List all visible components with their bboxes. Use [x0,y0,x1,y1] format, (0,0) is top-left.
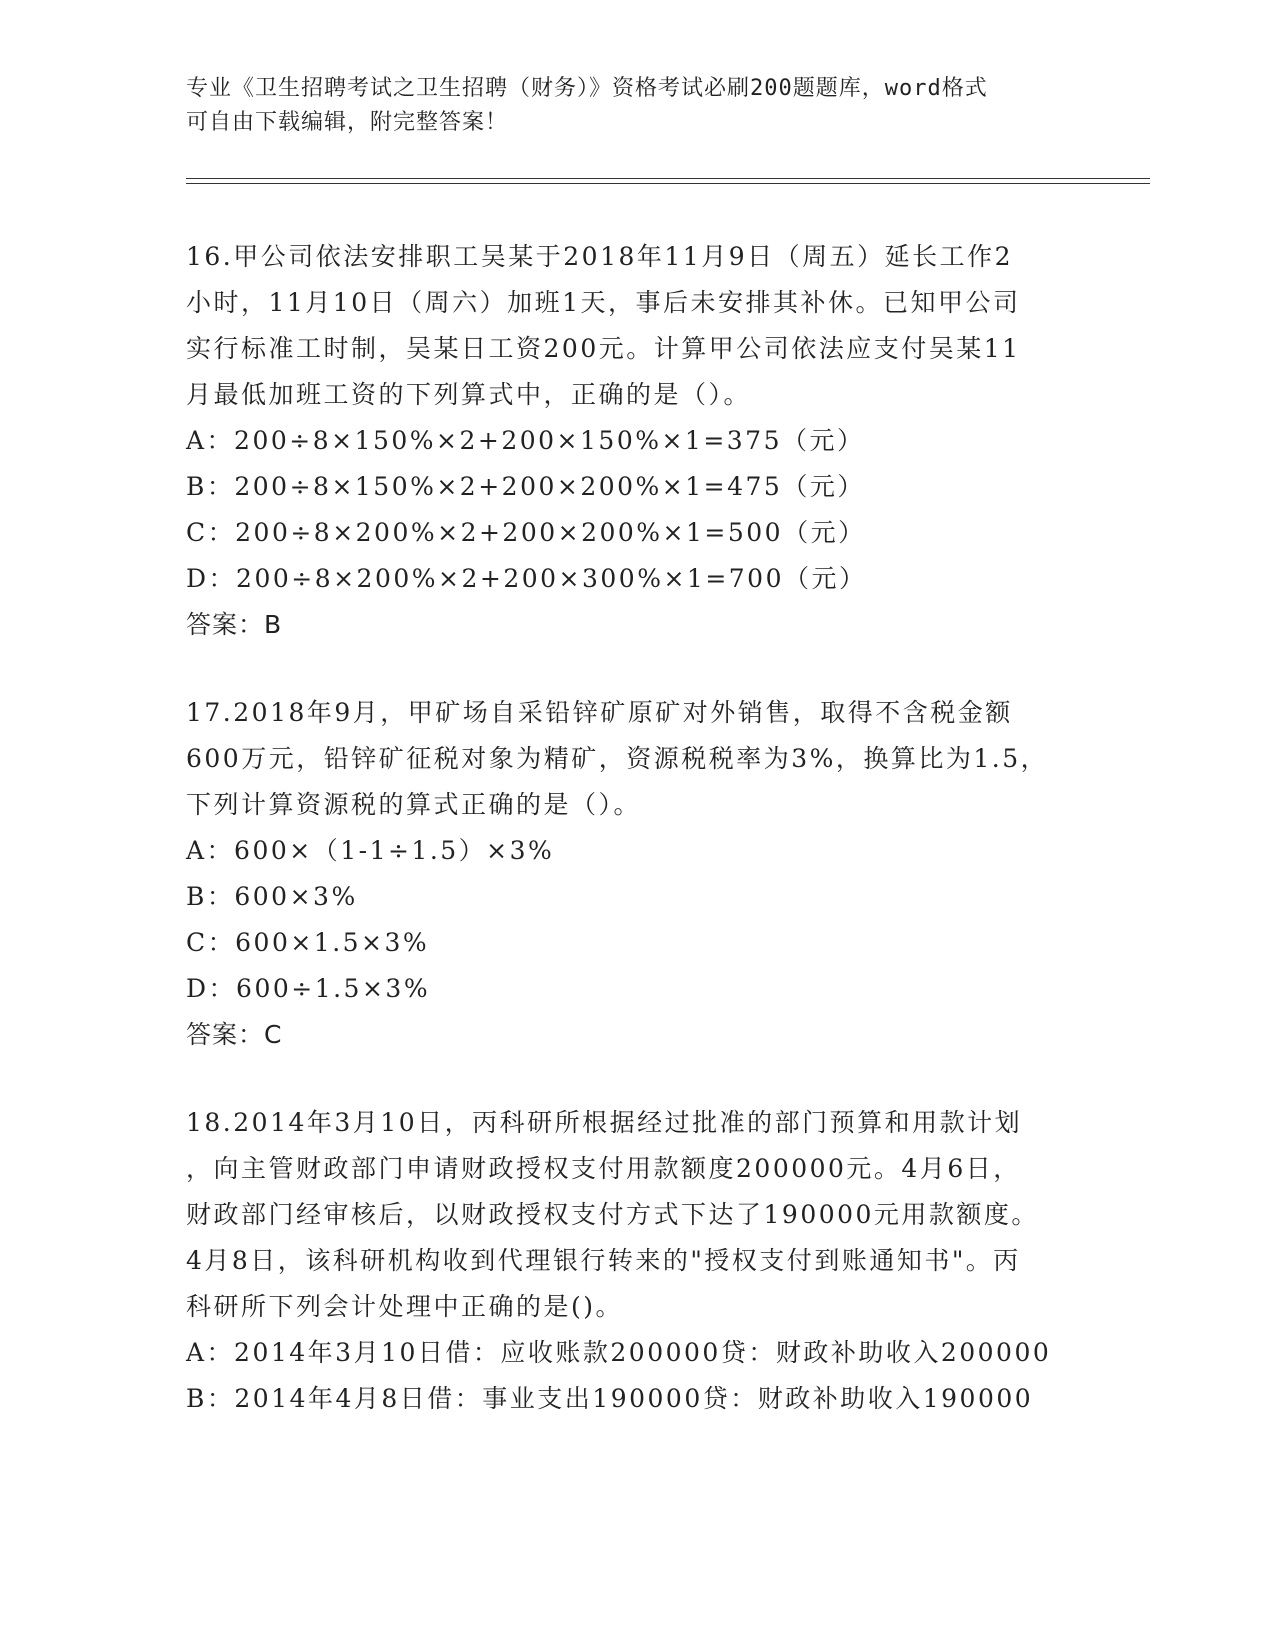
stem-line: 实行标准工时制，吴某日工资200元。计算甲公司依法应支付吴某11 [186,334,1021,363]
stem-line: 17.2018年9月，甲矿场自采铅锌矿原矿对外销售，取得不含税金额 [186,698,1013,727]
answer: 答案：B [186,610,283,639]
option-b: B：2014年4月8日借：事业支出190000贷：财政补助收入190000 [186,1384,1034,1413]
question-stem [186,234,1086,418]
question-stem [186,1100,1086,1330]
question-stem [186,690,1086,828]
stem-line: 月最低加班工资的下列算式中，正确的是（）。 [186,380,752,409]
option-d: D：200÷8×200%×2+200×300%×1=700（元） [186,564,867,593]
question-18 [186,1100,1086,1422]
stem-line: 16.甲公司依法安排职工吴某于2018年11月9日（周五）延长工作2 [186,242,1014,271]
document-header [186,72,1086,140]
stem-line: 财政部门经审核后，以财政授权支付方式下达了190000元用款额度。 [186,1200,1039,1229]
stem-line: 科研所下列会计处理中正确的是()。 [186,1292,624,1321]
option-a: A：600×（1-1÷1.5）×3% [186,836,555,865]
option-b: B：600×3% [186,882,358,911]
option-d: D：600÷1.5×3% [186,974,431,1003]
option-c: C：200÷8×200%×2+200×200%×1=500（元） [186,518,866,547]
option-b: B：200÷8×150%×2+200×200%×1=475（元） [186,472,865,501]
stem-line: 4月8日，该科研机构收到代理银行转来的"授权支付到账通知书"。丙 [186,1246,1021,1275]
question-options [186,828,1086,1012]
header-divider-top [186,178,1150,179]
option-c: C：600×1.5×3% [186,928,430,957]
stem-line: ，向主管财政部门申请财政授权支付用款额度200000元。4月6日， [186,1154,1021,1183]
header-line-2: 可自由下载编辑，附完整答案！ [186,110,509,135]
option-a: A：200÷8×150%×2+200×150%×1=375（元） [186,426,865,455]
stem-line: 18.2014年3月10日，丙科研所根据经过批准的部门预算和用款计划 [186,1108,1023,1137]
question-17 [186,690,1086,1058]
answer: 答案：C [186,1020,283,1049]
question-16 [186,234,1086,648]
header-divider-bottom [186,183,1150,184]
stem-line: 600万元，铅锌矿征税对象为精矿，资源税税率为3%，换算比为1.5， [186,744,1049,773]
option-a: A：2014年3月10日借：应收账款200000贷：财政补助收入200000 [186,1338,1052,1367]
question-options [186,1330,1086,1422]
question-options [186,418,1086,602]
stem-line: 下列计算资源税的算式正确的是（）。 [186,790,642,819]
header-line-1: 专业《卫生招聘考试之卫生招聘（财务）》资格考试必刷200题题库，word格式 [186,76,988,101]
stem-line: 小时，11月10日（周六）加班1天，事后未安排其补休。已知甲公司 [186,288,1021,317]
